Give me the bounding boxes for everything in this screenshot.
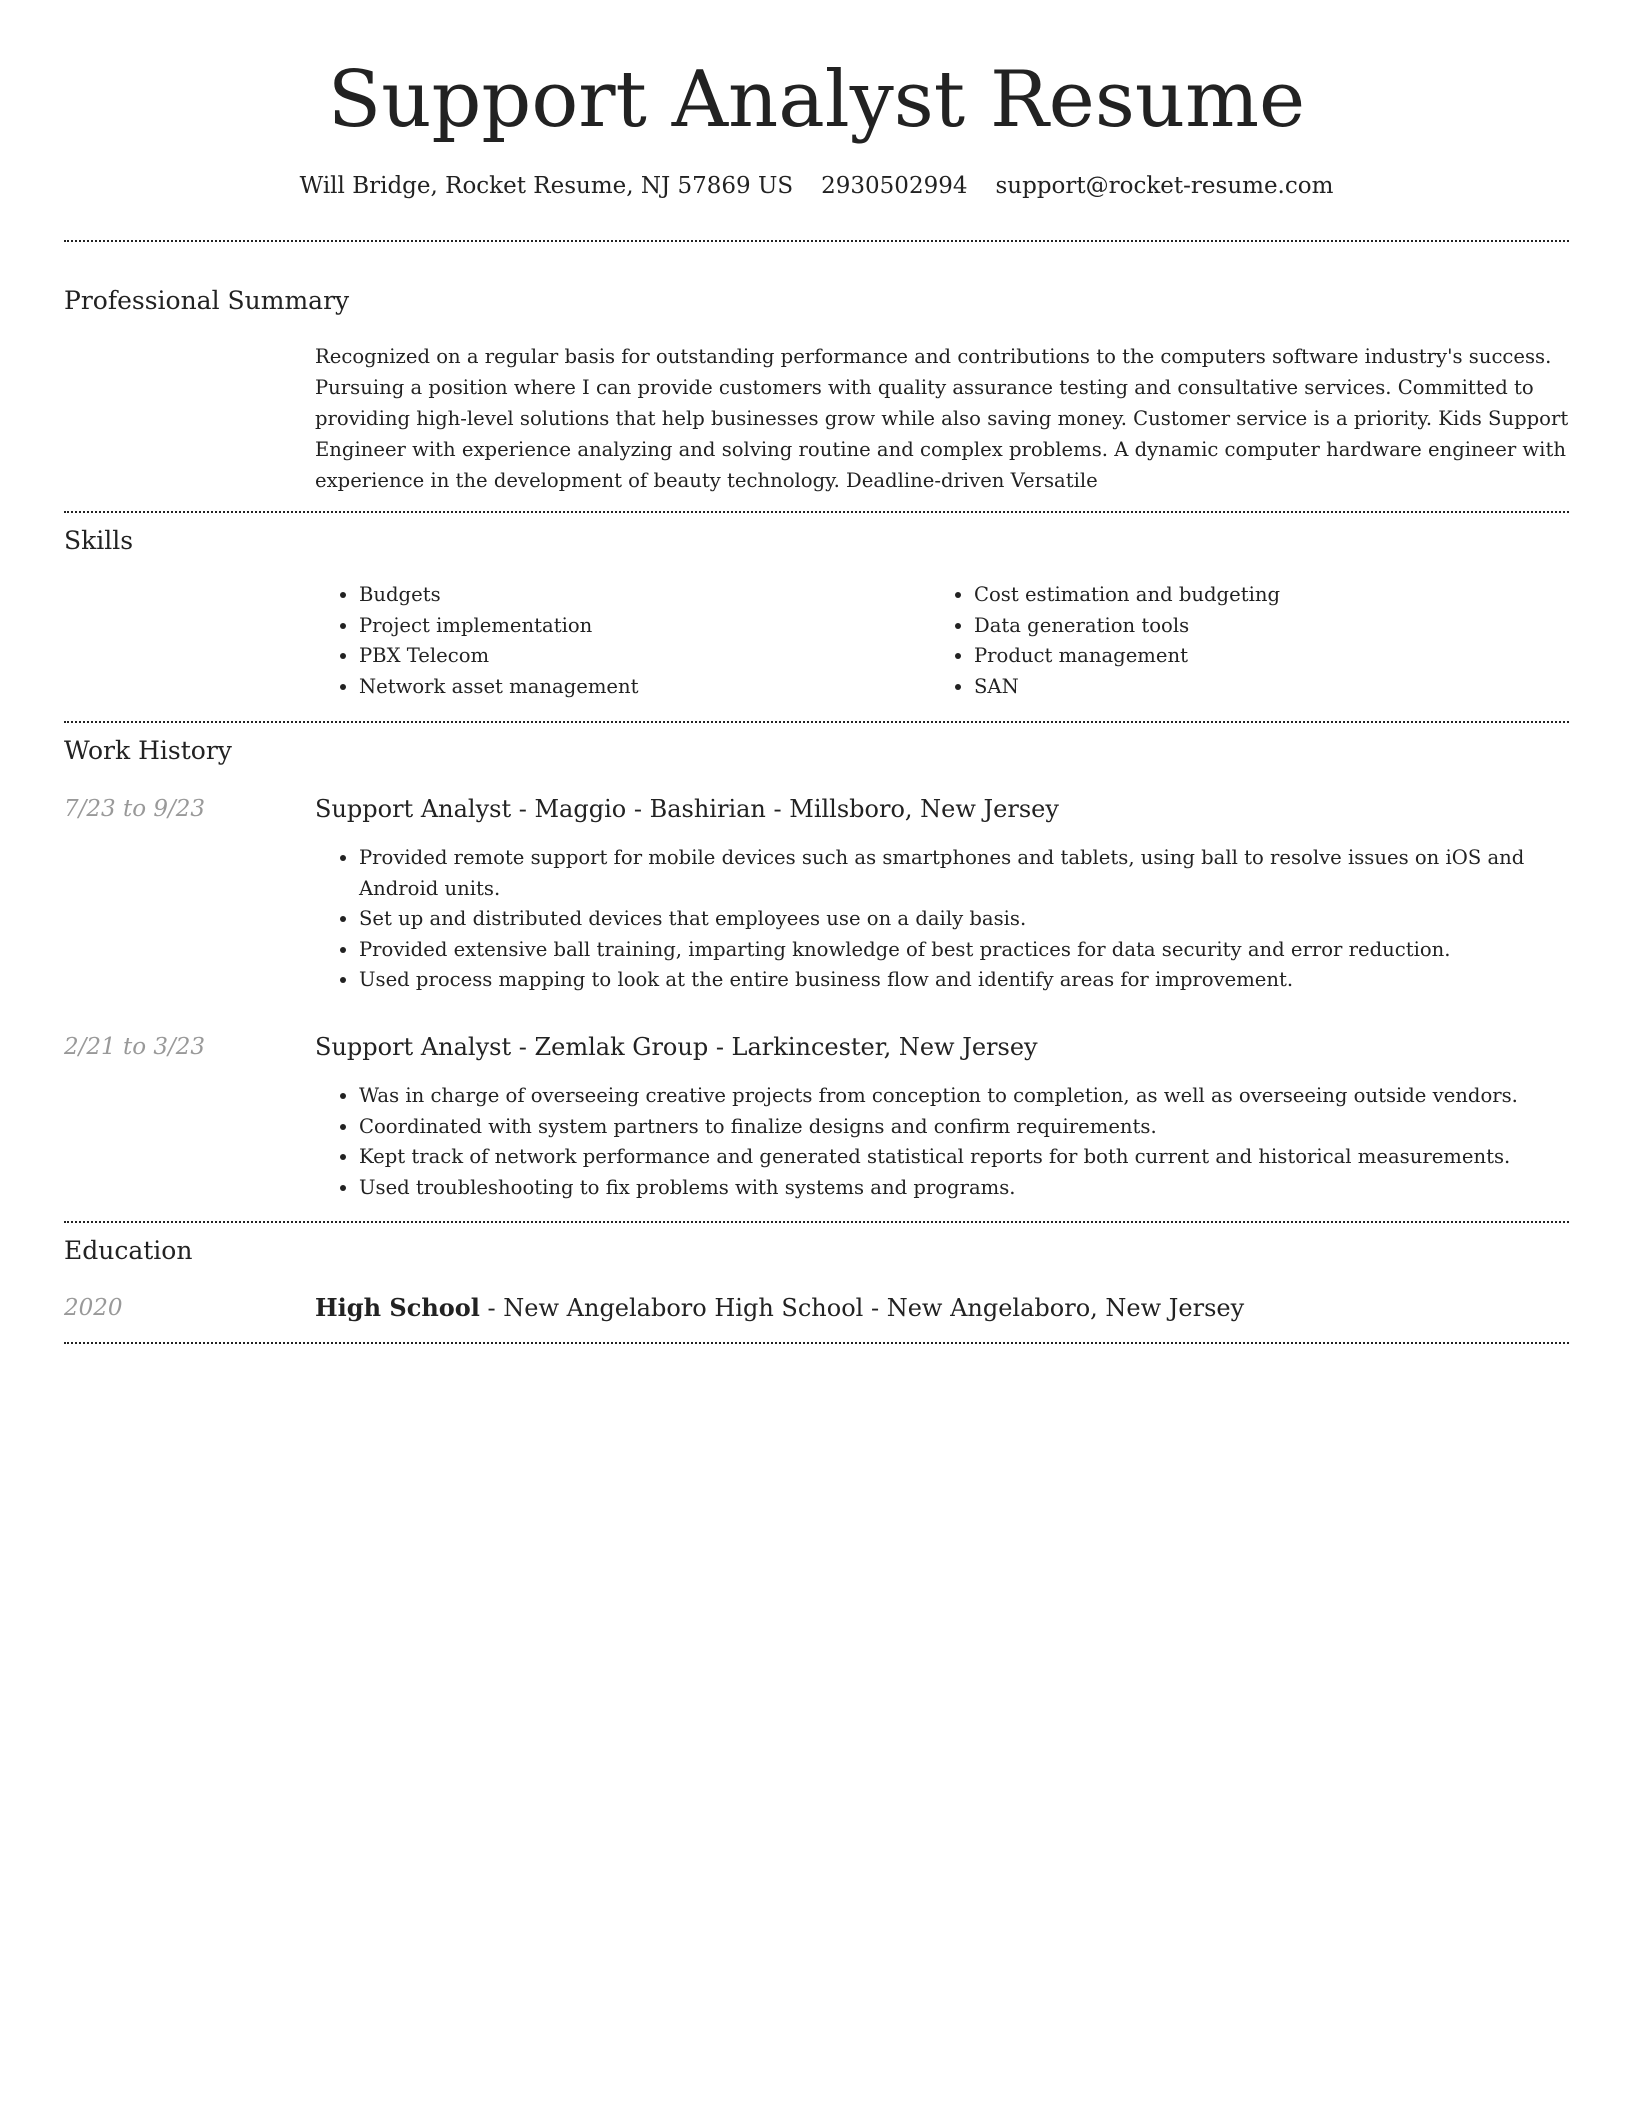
divider [64, 1221, 1569, 1223]
job-bullets [315, 1081, 1569, 1203]
skill-item: • Project implementation [359, 611, 639, 642]
skill-item: • Product management [974, 641, 1280, 672]
skill-item: • PBX Telecom [359, 641, 639, 672]
divider [64, 240, 1569, 242]
skill-item: • Network asset management [359, 672, 639, 703]
skills-list-left [315, 580, 639, 702]
contact-phone: 2930502994 [821, 173, 968, 199]
education-degree: High School [315, 1293, 480, 1322]
section-title-summary: Professional Summary [64, 286, 350, 315]
divider [64, 721, 1569, 723]
job-dates: 7/23 to 9/23 [64, 796, 206, 822]
section-title-education: Education [64, 1236, 193, 1265]
contact-address: Will Bridge, Rocket Resume, NJ 57869 US [299, 173, 794, 199]
job-title: Support Analyst - Maggio - Bashirian - Millsboro, New Jersey [315, 795, 1059, 823]
skill-item: • Data generation tools [974, 611, 1280, 642]
job-bullet: • Provided remote support for mobile devices such as smartphones and tablets, using ball to resolve issues on iOS and Android units. [359, 843, 1569, 904]
job-bullets [315, 843, 1569, 996]
job-bullet: • Provided extensive ball training, imparting knowledge of best practices for data security and error reduction. [359, 935, 1569, 966]
job-bullet: • Used troubleshooting to fix problems with systems and programs. [359, 1173, 1569, 1204]
job-bullet: • Used process mapping to look at the entire business flow and identify areas for improvement. [359, 965, 1569, 996]
job-bullet: • Coordinated with system partners to finalize designs and confirm requirements. [359, 1112, 1569, 1143]
contact-email: support@rocket-resume.com [995, 173, 1334, 199]
divider [64, 1342, 1569, 1344]
skill-item: • SAN [974, 672, 1280, 703]
section-title-work-history: Work History [64, 736, 232, 765]
skill-item: • Budgets [359, 580, 639, 611]
education-year: 2020 [64, 1295, 123, 1321]
resume-title: Support Analyst Resume [327, 55, 1306, 145]
summary-text: Recognized on a regular basis for outstanding performance and contributions to the computers software industry's success. Pursuing a position where I can provide customers with quality assurance testing and consultative services. Committed to providing high-level solutions that help businesses grow while also saving money. Customer service is a priority. Kids Support Engineer with experience analyzing and solving routine and complex problems. A dynamic computer hardware engineer with experience in the development of beauty technology. Deadline-driven Versatile [315, 345, 1569, 492]
education-entry [315, 1292, 1244, 1324]
contact-line [64, 170, 1569, 202]
job-bullet: • Kept track of network performance and generated statistical reports for both current and historical measurements. [359, 1142, 1569, 1173]
job-bullet: • Set up and distributed devices that employees use on a daily basis. [359, 904, 1569, 935]
skill-item: • Cost estimation and budgeting [974, 580, 1280, 611]
section-title-skills: Skills [64, 526, 134, 555]
job-dates: 2/21 to 3/23 [64, 1034, 206, 1060]
divider [64, 511, 1569, 513]
job-bullet: • Was in charge of overseeing creative projects from conception to completion, as well as overseeing outside vendors. [359, 1081, 1569, 1112]
education-school: - New Angelaboro High School - New Angelaboro, New Jersey [479, 1294, 1245, 1322]
skills-list-right [930, 580, 1280, 702]
job-title: Support Analyst - Zemlak Group - Larkincester, New Jersey [315, 1033, 1038, 1061]
